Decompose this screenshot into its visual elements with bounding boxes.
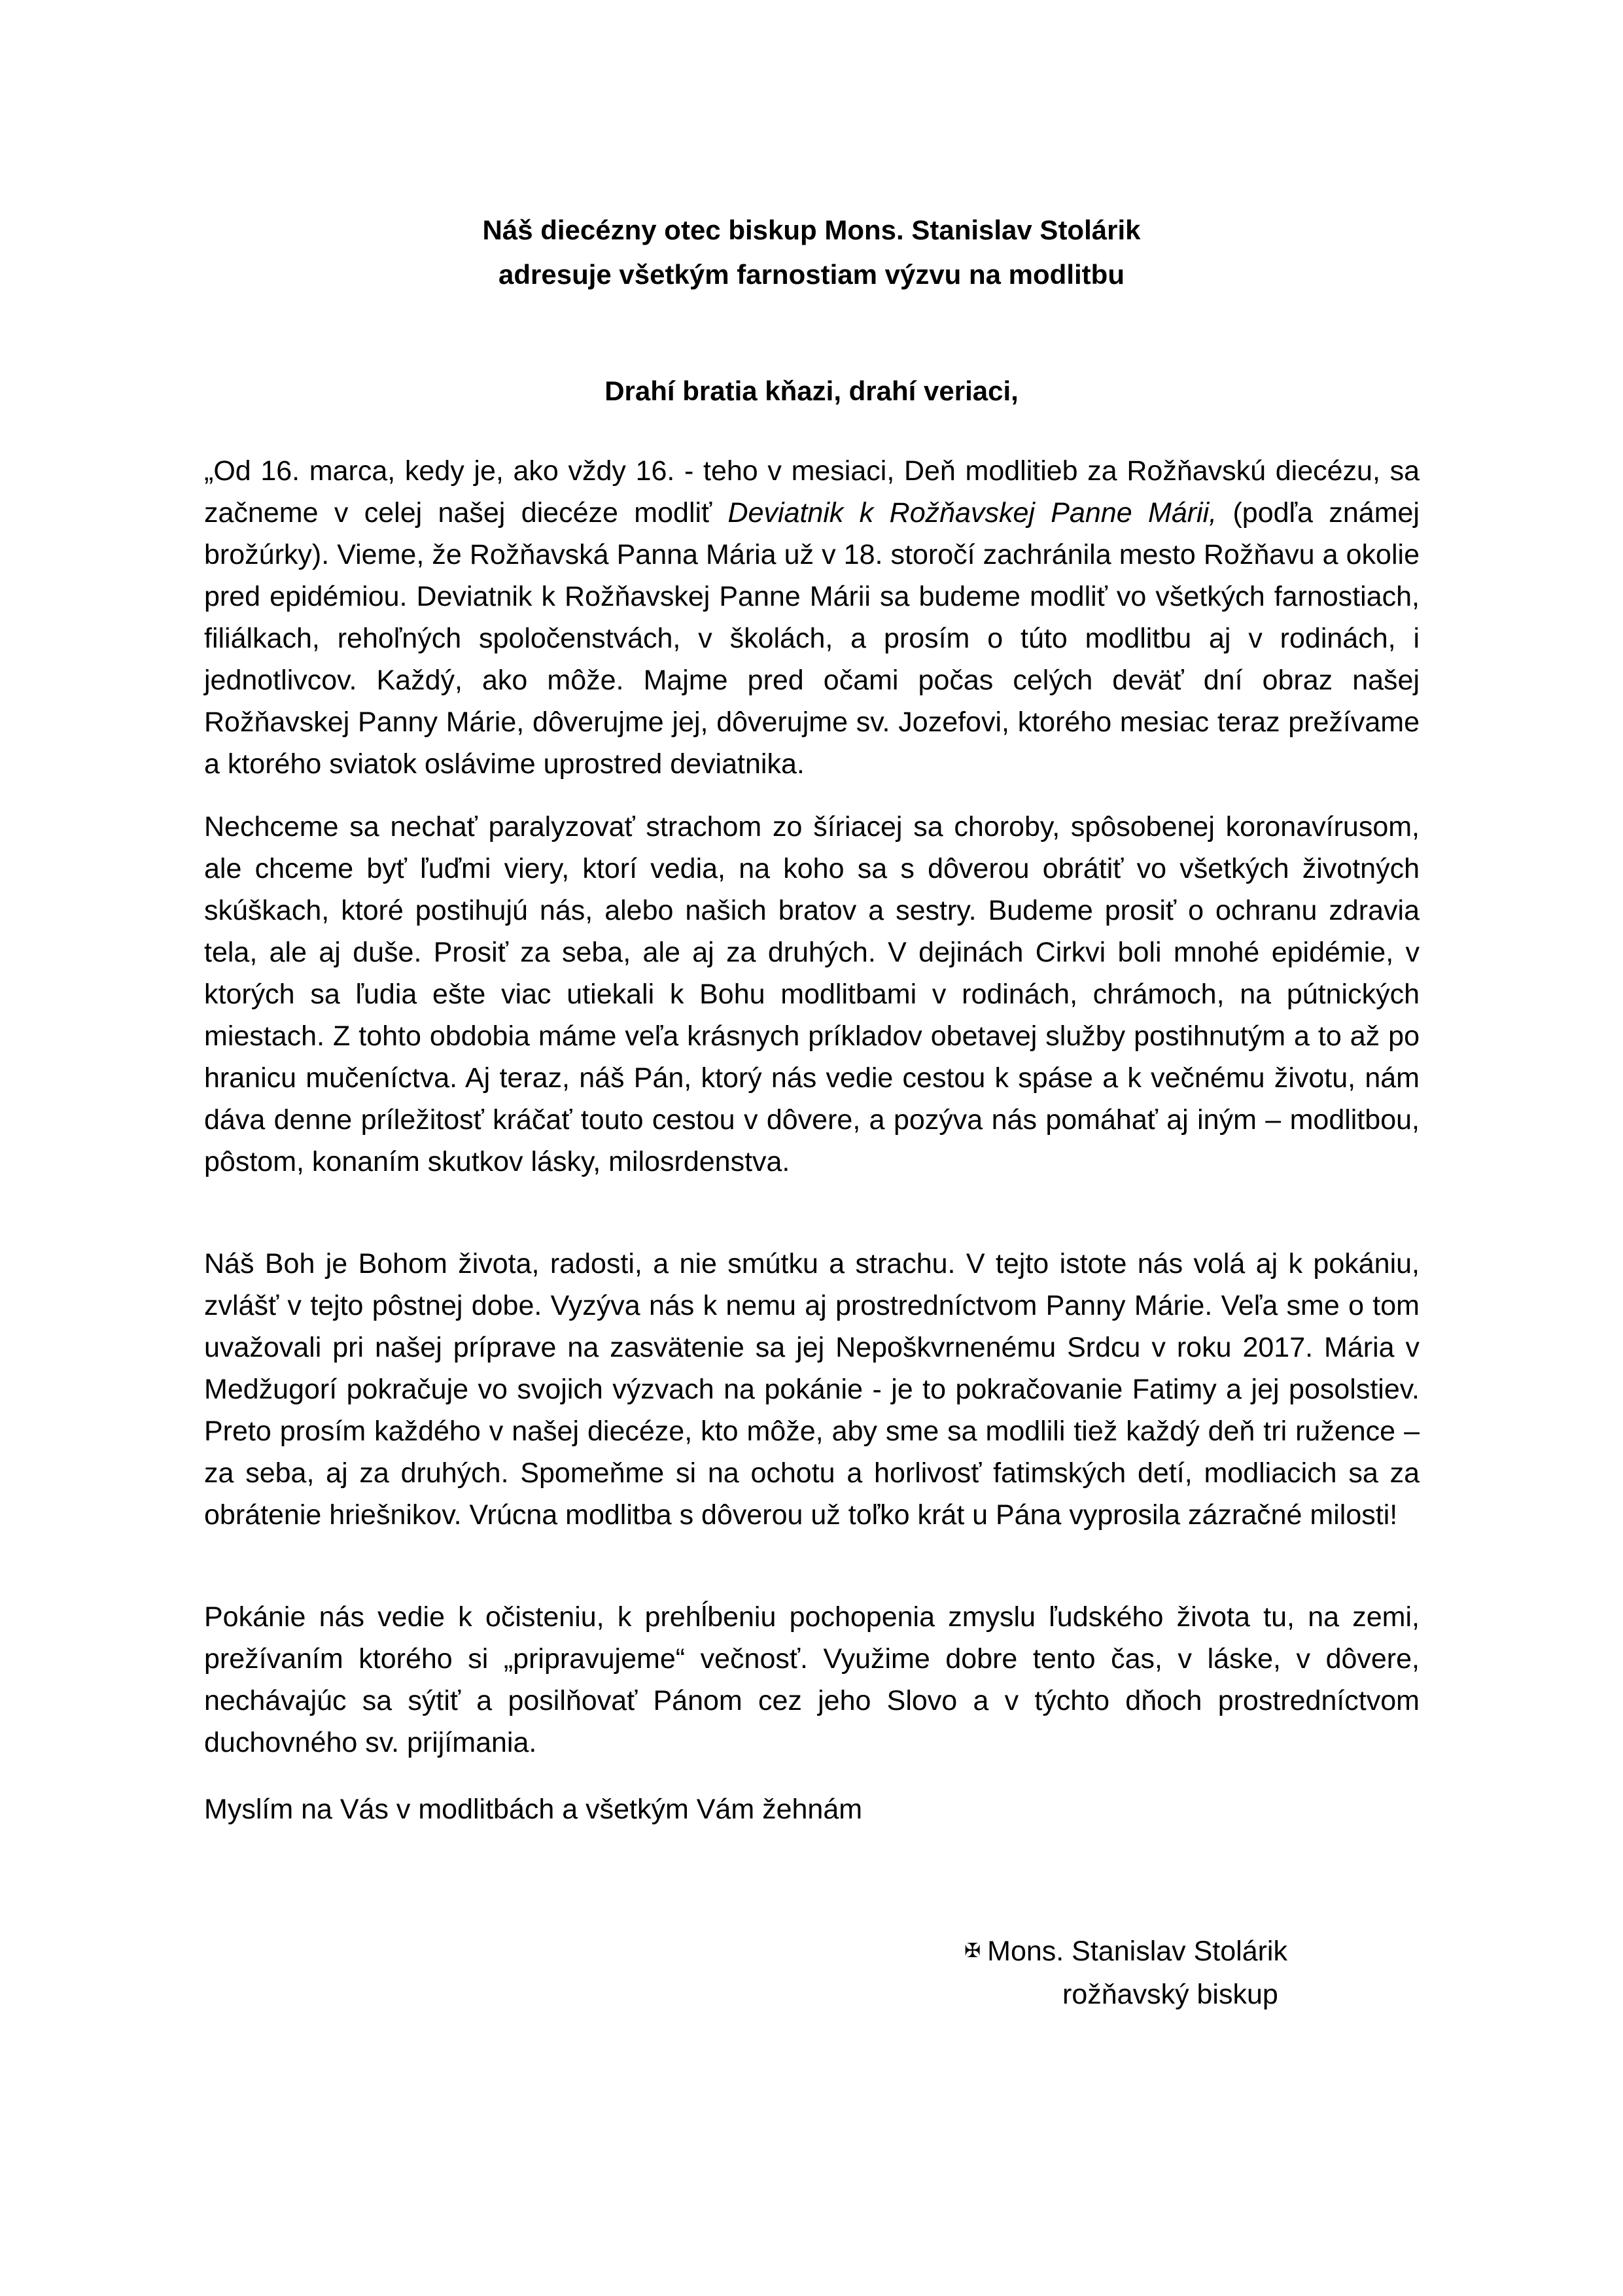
paragraph-3: Náš Boh je Bohom života, radosti, a nie smútku a strachu. V tejto istote nás volá aj k pokániu, zvlášť v tejto pôstnej dobe. Vyzýva nás k nemu aj prostredníctvom Panny Márie. Veľa sme o tom uvažovali pri našej príprave na zasvätenie sa jej Nepoškvrnenému Srdcu v roku 2017. Mária v Medžugorí pokračuje vo svojich výzvach na pokánie - je to pokračovanie Fatimy a jej posolstiev. Preto prosím každého v našej diecéze, kto môže, aby sme sa modlili tiež každý deň tri ružence – za seba, aj za druhých. Spomeňme si na ochotu a horlivosť fatimských detí, modliacich sa za obrátenie hriešnikov. Vrúcna modlitba s dôverou už toľko krát u Pána vyprosila zázračné milosti! bbox=[204, 1248, 1420, 1531]
paragraph-1 bbox=[204, 450, 1420, 785]
paragraph-1-text-b: (podľa známej brožúrky). Vieme, že Rožňavská Panna Mária už v 18. storočí zachránila mesto Rožňavu a okolie pred epidémiou. Deviatnik k Rožňavskej Panne Márii sa budeme modliť vo všetkých farnostiach, filiálkach, rehoľných spoločenstvách, v školách, a prosím o túto modlitbu aj v rodinách, i jednotlivcov. Každý, ako môže. Majme pred očami počas celých deväť dní obraz našej Rožňavskej Panny Márie, dôverujme jej, dôverujme sv. Jozefovi, ktorého mesiac teraz prežívame a ktorého sviatok oslávime uprostred deviatnika. bbox=[204, 497, 1420, 780]
signature-title: rožňavský biskup bbox=[1062, 1979, 1278, 2010]
heading-line-1: Náš diecézny otec biskup Mons. Stanislav Stolárik bbox=[482, 215, 1141, 245]
paragraph-4: Pokánie nás vedie k očisteniu, k prehĺbeniu pochopenia zmyslu ľudského života tu, na zemi, prežívaním ktorého si „pripravujeme“ večnosť. Využime dobre tento čas, v láske, v dôvere, nechávajúc sa sýtiť a posilňovať Pánom cez jeho Slovo a v týchto dňoch prostredníctvom duchovného sv. prijímania. bbox=[204, 1601, 1420, 1758]
document-heading bbox=[0, 208, 1623, 297]
paragraph-1-italic: Deviatnik k Rožňavskej Panne Márii, bbox=[727, 497, 1217, 529]
signature-line bbox=[964, 1930, 1287, 1973]
greeting: Drahí bratia kňazi, drahí veriaci, bbox=[604, 375, 1019, 406]
signature-block bbox=[964, 1930, 1287, 2016]
heading-line-2: adresuje všetkým farnostiam výzvu na modlitbu bbox=[498, 259, 1125, 290]
paragraph-1-text-a: „Od 16. marca, kedy je, ako vždy 16. - teho v mesiaci, Deň modlitieb za Rožňavskú diecézu, sa začneme v celej našej diecéze modliť bbox=[204, 455, 1420, 529]
signature-name: Mons. Stanislav Stolárik bbox=[987, 1936, 1287, 1967]
paragraph-2: Nechceme sa nechať paralyzovať strachom zo šíriacej sa choroby, spôsobenej koronavírusom, ale chceme byť ľuďmi viery, ktorí vedia, na koho sa s dôverou obrátiť vo všetkých životných skúškach, ktoré postihujú nás, alebo našich bratov a sestry. Budeme prosiť o ochranu zdravia tela, ale aj duše. Prosiť za seba, ale aj za druhých. V dejinách Cirkvi boli mnohé epidémie, v ktorých sa ľudia ešte viac utiekali k Bohu modlitbami v rodinách, chrámoch, na pútnických miestach. Z tohto obdobia máme veľa krásnych príkladov obetavej služby postihnutým a to až po hranicu mučeníctva. Aj teraz, náš Pán, ktorý nás vedie cestou k spáse a k večnému životu, nám dáva denne príležitosť kráčať touto cestou v dôvere, a pozýva nás pomáhať aj iným – modlitbou, pôstom, konaním skutkov lásky, milosrdenstva. bbox=[204, 811, 1420, 1177]
paragraph-5: Myslím na Vás v modlitbách a všetkým Vám žehnám bbox=[204, 1794, 863, 1825]
cross-icon: ✠ bbox=[964, 1940, 981, 1962]
